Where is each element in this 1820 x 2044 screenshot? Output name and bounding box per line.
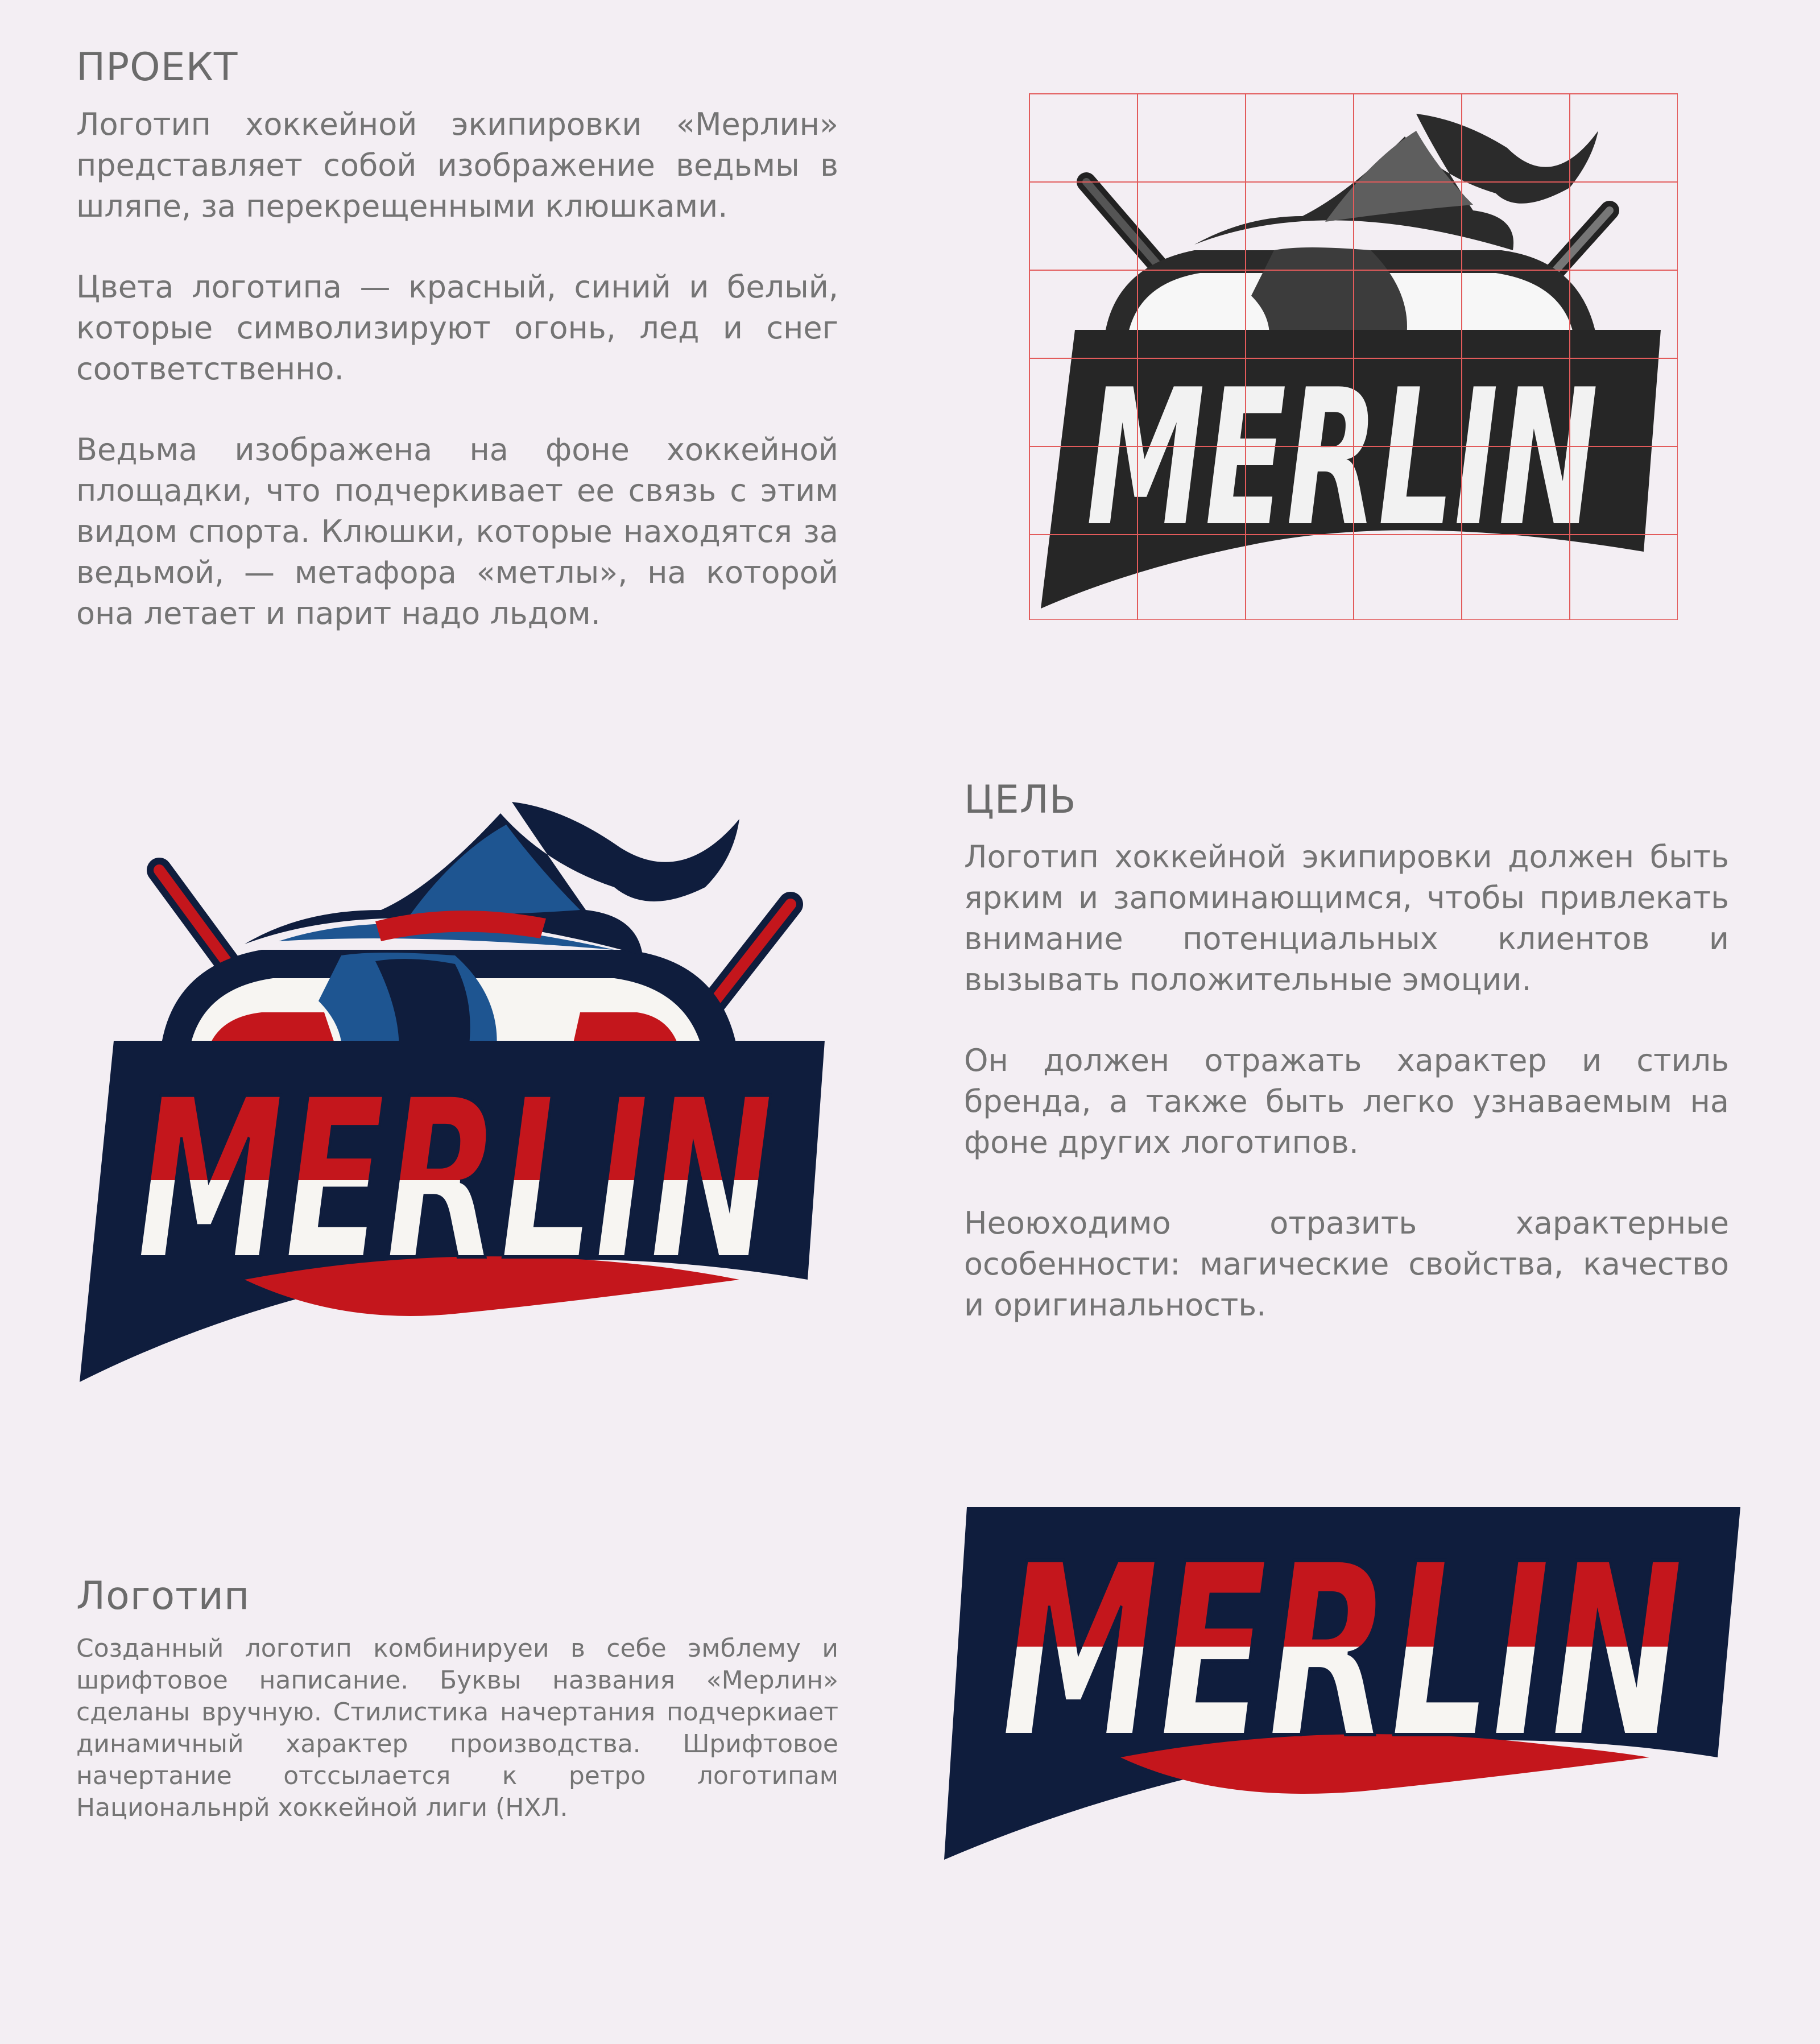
- logo-color-emblem: [57, 768, 853, 1422]
- project-paragraph-1: Логотип хоккейной экипировки «Мерлин» представляет собой изображение ведьмы в шляпе, за перекрещенными клюшками.: [76, 106, 838, 224]
- logo-section: [76, 1575, 838, 1824]
- goal-paragraph-3: Неоюходимо отразить характерные особенности: магические свойства, качество и оригинальность.: [964, 1205, 1729, 1323]
- wordmark-color: MERLIN: [136, 1051, 774, 1309]
- witch-hat-color: [245, 802, 739, 955]
- logo-heading: Логотип: [76, 1574, 250, 1619]
- wordmark-grey: MERLIN: [1086, 349, 1598, 568]
- project-paragraph-3: Ведьма изображена на фоне хоккейной площадки, что подчеркивает ее связь с этим видом спорта. Клюшки, которые находятся за ведьмой, — метафора «метлы», на которой она летает и парит надо льдом.: [76, 431, 838, 631]
- logo-wordmark: [933, 1490, 1752, 1860]
- goal-paragraph-1: Логотип хоккейной экипировки должен быть ярким и запоминающимся, чтобы привлекать внимание потенциальных клиентов и вызывать положительные эмоции.: [964, 838, 1729, 998]
- goal-heading: ЦЕЛЬ: [964, 777, 1077, 822]
- goal-paragraph-2: Он должен отражать характер и стиль бренда, а также быть легко узнаваемым на фоне других логотипов.: [964, 1042, 1729, 1160]
- wordmark-solo: MERLIN: [1001, 1513, 1684, 1791]
- project-paragraph-2: Цвета логотипа — красный, синий и белый, которые символизируют огонь, лед и снег соответственно.: [76, 268, 838, 387]
- project-section: [76, 47, 838, 674]
- logo-grid-construction: [1007, 80, 1678, 620]
- project-heading: ПРОЕКТ: [76, 45, 238, 90]
- logo-paragraph: Созданный логотип комбинируеи в себе эмблему и шрифтовое написание. Буквы названия «Мерлин» сделаны вручную. Стилистика начертания подчеркиает динамичный характер производства. Шрифтовое начертание отссылается к ретро логотипам Национальнрй хоккейной лиги (НХЛ.: [76, 1633, 838, 1822]
- goal-section: [964, 779, 1729, 1366]
